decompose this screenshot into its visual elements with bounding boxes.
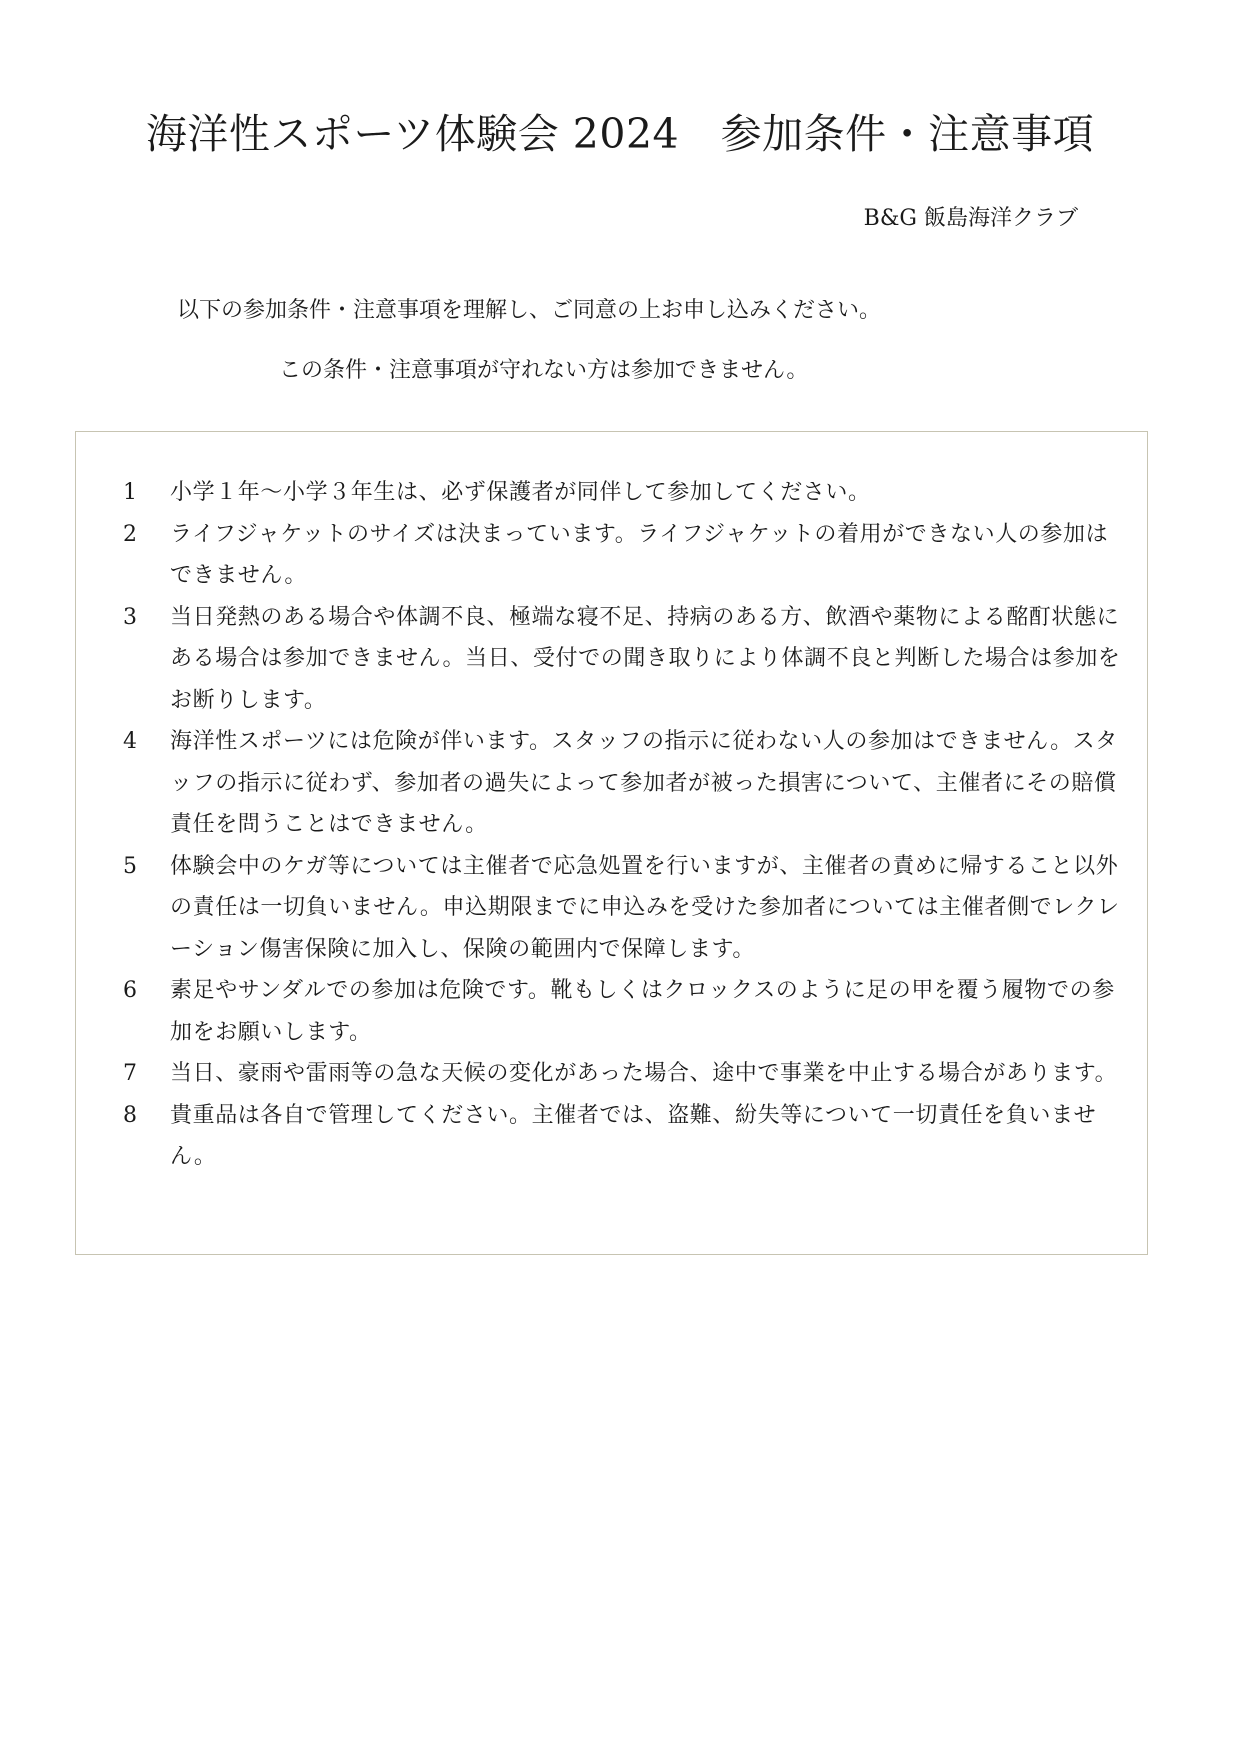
- condition-text: ライフジャケットのサイズは決まっています。ライフジャケットの着用ができない人の参加はできません。: [170, 521, 1109, 588]
- condition-text: 体験会中のケガ等については主催者で応急処置を行いますが、主催者の責めに帰すること以外の責任は一切負いません。申込期限までに申込みを受けた参加者については主催者側でレクレーション傷害保険に加入し、保険の範囲内で保障します。: [170, 853, 1120, 962]
- condition-text: 素足やサンダルでの参加は危険です。靴もしくはクロックスのように足の甲を覆う履物での参加をお願いします。: [170, 978, 1115, 1045]
- condition-item-2: [123, 514, 1123, 597]
- condition-number: 5: [123, 853, 138, 879]
- condition-item-6: [123, 970, 1123, 1053]
- condition-text: 当日、豪雨や雷雨等の急な天候の変化があった場合、途中で事業を中止する場合があります。: [170, 1061, 1118, 1086]
- condition-number: 6: [123, 978, 138, 1003]
- condition-number: 1: [123, 480, 138, 505]
- condition-item-1: [123, 472, 1123, 514]
- condition-item-5: [123, 846, 1123, 971]
- intro-line-2: この条件・注意事項が守れない方は参加できません。: [279, 358, 809, 383]
- condition-number: 7: [123, 1061, 138, 1086]
- condition-item-4: [123, 721, 1123, 846]
- conditions-list: [123, 472, 1123, 1178]
- organization-name: B&G 飯島海洋クラブ: [863, 206, 1078, 231]
- condition-item-3: [123, 597, 1123, 722]
- condition-text: 小学１年～小学３年生は、必ず保護者が同伴して参加してください。: [170, 480, 871, 505]
- condition-number: 4: [123, 729, 138, 754]
- condition-text: 海洋性スポーツには危険が伴います。スタッフの指示に従わない人の参加はできません。スタッフの指示に従わず、参加者の過失によって参加者が被った損害について、主催者にその賠償責任を問うことはできません。: [170, 729, 1118, 837]
- condition-item-7: [123, 1053, 1123, 1095]
- condition-number: 2: [123, 521, 138, 547]
- conditions-box: [75, 431, 1148, 1255]
- document-title: 海洋性スポーツ体験会 2024 参加条件・注意事項: [145, 110, 1095, 158]
- intro-line-1: 以下の参加条件・注意事項を理解し、ご同意の上お申し込みください。: [177, 298, 882, 323]
- condition-text: 貴重品は各自で管理してください。主催者では、盗難、紛失等について一切責任を負いません。: [170, 1102, 1097, 1169]
- condition-number: 8: [123, 1102, 138, 1128]
- condition-item-8: [123, 1095, 1123, 1178]
- condition-text: 当日発熱のある場合や体調不良、極端な寝不足、持病のある方、飲酒や薬物による酩酊状態にある場合は参加できません。当日、受付での聞き取りにより体調不良と判断した場合は参加をお断りします。: [170, 604, 1121, 713]
- condition-number: 3: [123, 604, 138, 630]
